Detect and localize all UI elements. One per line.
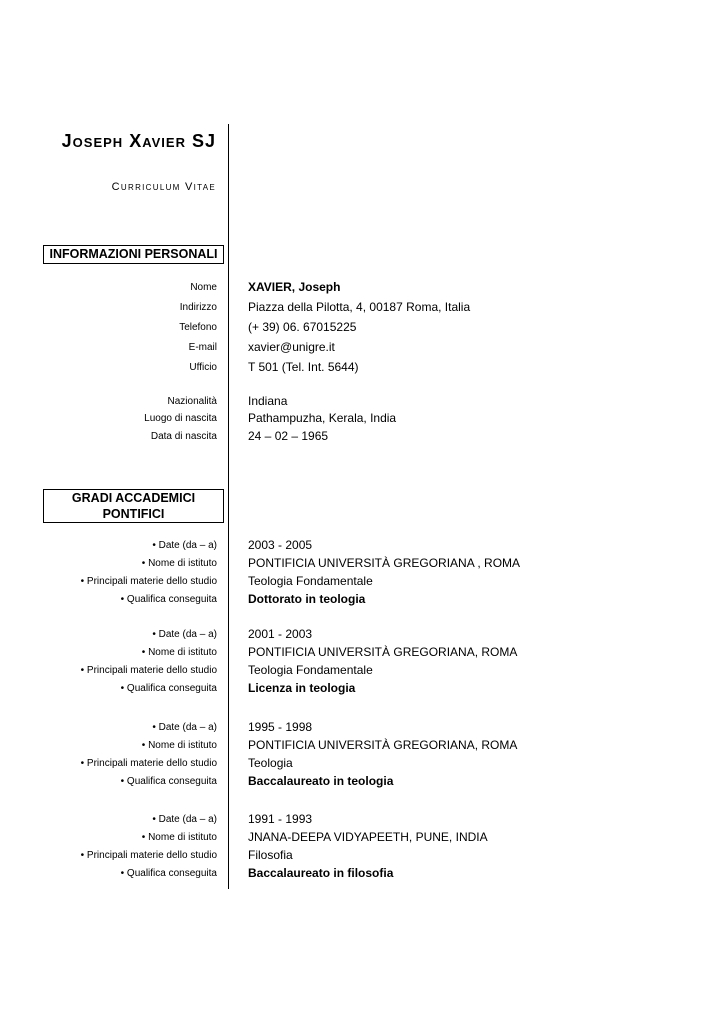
degree-institution: PONTIFICIA UNIVERSITÀ GREGORIANA, ROMA (248, 738, 518, 752)
cv-subtitle: Curriculum Vitae (111, 181, 216, 193)
field-label-telefono: Telefono (179, 322, 217, 333)
degree-dates-label: • Date (da – a) (152, 629, 217, 640)
field-value-nazionalita: Indiana (248, 394, 288, 408)
degree-qualification-label: • Qualifica conseguita (120, 594, 217, 605)
field-value-data-nascita: 24 – 02 – 1965 (248, 429, 329, 443)
degree-institution-label: • Nome di istituto (141, 832, 217, 843)
degree-row (0, 536, 724, 555)
cv-name: Joseph Xavier SJ (61, 131, 216, 151)
field-row (0, 409, 724, 428)
degree-dates: 1991 - 1993 (248, 812, 313, 826)
degree-row (0, 864, 724, 883)
degree-row (0, 625, 724, 644)
degree-qualification: Baccalaureato in filosofia (248, 866, 394, 880)
degree-row (0, 679, 724, 698)
section-personal-info-heading: INFORMAZIONI PERSONALI (43, 245, 224, 264)
degree-row (0, 828, 724, 847)
degree-dates-label: • Date (da – a) (152, 814, 217, 825)
degree-row (0, 572, 724, 591)
degree-row (0, 772, 724, 791)
field-row (0, 427, 724, 446)
degree-subjects-label: • Principali materie dello studio (80, 576, 217, 587)
field-label-email: E-mail (188, 342, 217, 353)
degree-qualification-label: • Qualifica conseguita (120, 776, 217, 787)
field-label-nazionalita: Nazionalità (167, 396, 217, 407)
degree-row (0, 590, 724, 609)
field-value-ufficio: T 501 (Tel. Int. 5644) (248, 360, 359, 374)
degree-row (0, 736, 724, 755)
field-row (0, 278, 724, 297)
degree-subjects-label: • Principali materie dello studio (80, 850, 217, 861)
degree-dates: 1995 - 1998 (248, 720, 313, 734)
degree-row (0, 718, 724, 737)
degree-dates: 2001 - 2003 (248, 627, 313, 641)
field-row (0, 298, 724, 317)
field-label-ufficio: Ufficio (189, 362, 217, 373)
degree-subjects-label: • Principali materie dello studio (80, 758, 217, 769)
degree-dates-label: • Date (da – a) (152, 540, 217, 551)
degree-dates-label: • Date (da – a) (152, 722, 217, 733)
degree-institution: JNANA-DEEPA VIDYAPEETH, PUNE, INDIA (248, 830, 488, 844)
field-label-nome: Nome (190, 282, 217, 293)
field-value-indirizzo: Piazza della Pilotta, 4, 00187 Roma, Italia (248, 300, 471, 314)
degree-row (0, 554, 724, 573)
field-value-telefono: (+ 39) 06. 67015225 (248, 320, 357, 334)
degree-institution-label: • Nome di istituto (141, 647, 217, 658)
degree-row (0, 643, 724, 662)
degree-qualification: Licenza in teologia (248, 681, 356, 695)
field-row (0, 318, 724, 337)
degree-institution-label: • Nome di istituto (141, 740, 217, 751)
degree-qualification-label: • Qualifica conseguita (120, 868, 217, 879)
field-row (0, 358, 724, 377)
degree-qualification: Dottorato in teologia (248, 592, 366, 606)
degree-qualification-label: • Qualifica conseguita (120, 683, 217, 694)
section-degrees-heading: GRADI ACCADEMICI PONTIFICI (43, 489, 224, 523)
degree-row (0, 846, 724, 865)
degree-subjects: Teologia Fondamentale (248, 574, 373, 588)
field-row (0, 338, 724, 357)
degree-institution: PONTIFICIA UNIVERSITÀ GREGORIANA , ROMA (248, 556, 521, 570)
field-value-email[interactable]: xavier@unigre.it (248, 340, 335, 354)
field-label-data-nascita: Data di nascita (150, 431, 217, 442)
degree-subjects: Filosofia (248, 848, 293, 862)
degree-institution-label: • Nome di istituto (141, 558, 217, 569)
degree-subjects: Teologia Fondamentale (248, 663, 373, 677)
degree-institution: PONTIFICIA UNIVERSITÀ GREGORIANA, ROMA (248, 645, 518, 659)
degree-subjects: Teologia (248, 756, 293, 770)
field-value-nome: XAVIER, Joseph (248, 280, 341, 294)
degree-subjects-label: • Principali materie dello studio (80, 665, 217, 676)
degree-row (0, 661, 724, 680)
degree-dates: 2003 - 2005 (248, 538, 313, 552)
degree-row (0, 754, 724, 773)
field-label-indirizzo: Indirizzo (179, 302, 217, 313)
field-value-luogo-nascita: Pathampuzha, Kerala, India (248, 411, 397, 425)
degree-qualification: Baccalaureato in teologia (248, 774, 394, 788)
field-label-luogo-nascita: Luogo di nascita (144, 413, 217, 424)
degree-row (0, 810, 724, 829)
